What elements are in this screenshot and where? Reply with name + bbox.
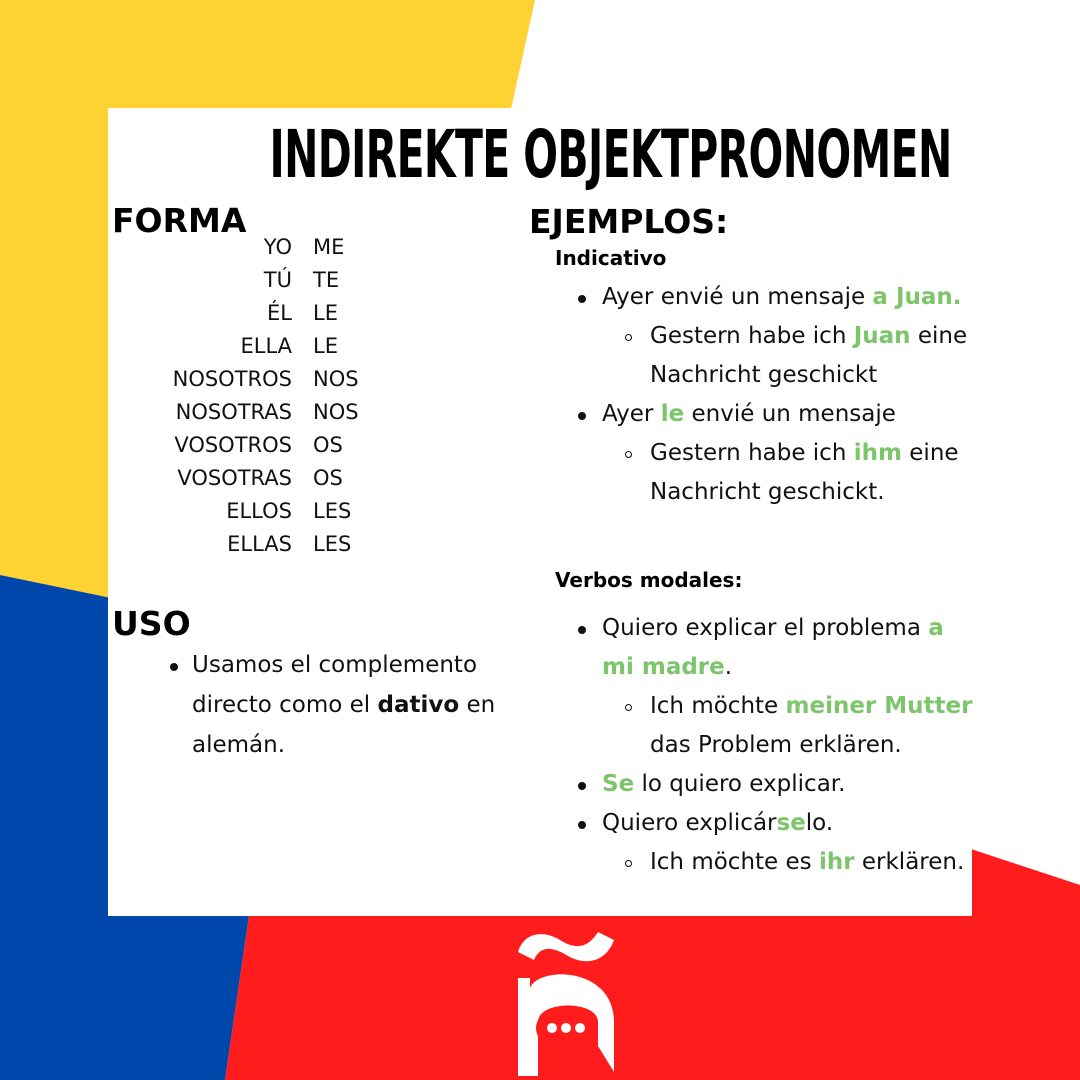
sub-bullet-icon: [625, 451, 632, 458]
object-pronoun: LE: [313, 334, 338, 358]
object-pronoun: OS: [313, 433, 343, 457]
uso-line: Usamos el complemento: [192, 652, 478, 678]
object-pronoun: TE: [313, 268, 340, 292]
translation-line: Nachricht geschickt.: [650, 479, 885, 505]
subject-pronoun: ELLAS: [227, 532, 292, 556]
pronoun-row: [108, 334, 508, 367]
translation-line: Gestern habe ich ihm eine: [650, 440, 959, 466]
object-pronoun: LES: [313, 532, 352, 556]
object-pronoun: LE: [313, 301, 338, 325]
pronoun-row: [108, 367, 508, 400]
object-pronoun: NOS: [313, 367, 359, 391]
content-card: [108, 108, 972, 916]
subject-pronoun: ELLA: [240, 334, 292, 358]
translation-line: Ich möchte meiner Mutter: [650, 693, 973, 719]
bullet-icon: [578, 626, 586, 634]
page-title: INDIREKTE OBJEKTPRONOMEN: [269, 116, 952, 193]
bullet-icon: [578, 412, 586, 420]
ejemplos-heading: EJEMPLOS:: [529, 202, 729, 241]
uso-line: directo como el dativo en: [192, 692, 496, 718]
subject-pronoun: NOSOTRAS: [175, 400, 292, 424]
speech-bubble-enye-logo: [514, 926, 618, 1076]
example-line: mi madre.: [602, 654, 733, 680]
subject-pronoun: ÉL: [267, 301, 292, 325]
bullet-icon: [578, 295, 586, 303]
red-shape-right: [972, 855, 1080, 1080]
pronoun-row: [108, 499, 508, 532]
pronoun-row: [108, 235, 508, 268]
sub-bullet-icon: [625, 860, 632, 867]
pronoun-row: [108, 400, 508, 433]
dot: [561, 1023, 571, 1033]
example-line: Quiero explicar el problema a: [602, 615, 944, 641]
example-line: Ayer envié un mensaje a Juan.: [602, 284, 962, 310]
example-line: Quiero explicárselo.: [602, 810, 834, 836]
tilde-shape: [518, 932, 614, 961]
object-pronoun: LES: [313, 499, 352, 523]
object-pronoun: OS: [313, 466, 343, 490]
indicativo-label: Indicativo: [555, 246, 667, 270]
subject-pronoun: VOSOTROS: [174, 433, 292, 457]
subject-pronoun: VOSOTRAS: [177, 466, 292, 490]
translation-line: das Problem erklären.: [650, 732, 902, 758]
pronoun-row: [108, 466, 508, 499]
subject-pronoun: TÚ: [263, 268, 292, 292]
object-pronoun: NOS: [313, 400, 359, 424]
translation-line: Gestern habe ich Juan eine: [650, 323, 968, 349]
dot: [575, 1023, 585, 1033]
subject-pronoun: ELLOS: [226, 499, 292, 523]
bullet-icon: [578, 821, 586, 829]
example-line: Ayer le envié un mensaje: [602, 401, 896, 427]
forma-heading: FORMA: [112, 201, 247, 240]
subject-pronoun: NOSOTROS: [172, 367, 292, 391]
modales-label: Verbos modales:: [555, 568, 743, 592]
bullet-icon: [578, 782, 586, 790]
translation-line: Nachricht geschickt: [650, 362, 878, 388]
sub-bullet-icon: [625, 704, 632, 711]
translation-line: Ich möchte es ihr erklären.: [650, 849, 965, 875]
subject-pronoun: YO: [263, 235, 292, 259]
pronoun-row: [108, 532, 508, 565]
uso-heading: USO: [112, 604, 191, 643]
object-pronoun: ME: [313, 235, 345, 259]
uso-line: alemán.: [192, 732, 286, 758]
bullet-icon: [170, 663, 178, 671]
pronoun-row: [108, 433, 508, 466]
pronoun-row: [108, 268, 508, 301]
sub-bullet-icon: [625, 334, 632, 341]
pronoun-row: [108, 301, 508, 334]
example-line: Se lo quiero explicar.: [602, 771, 846, 797]
dot: [547, 1023, 557, 1033]
